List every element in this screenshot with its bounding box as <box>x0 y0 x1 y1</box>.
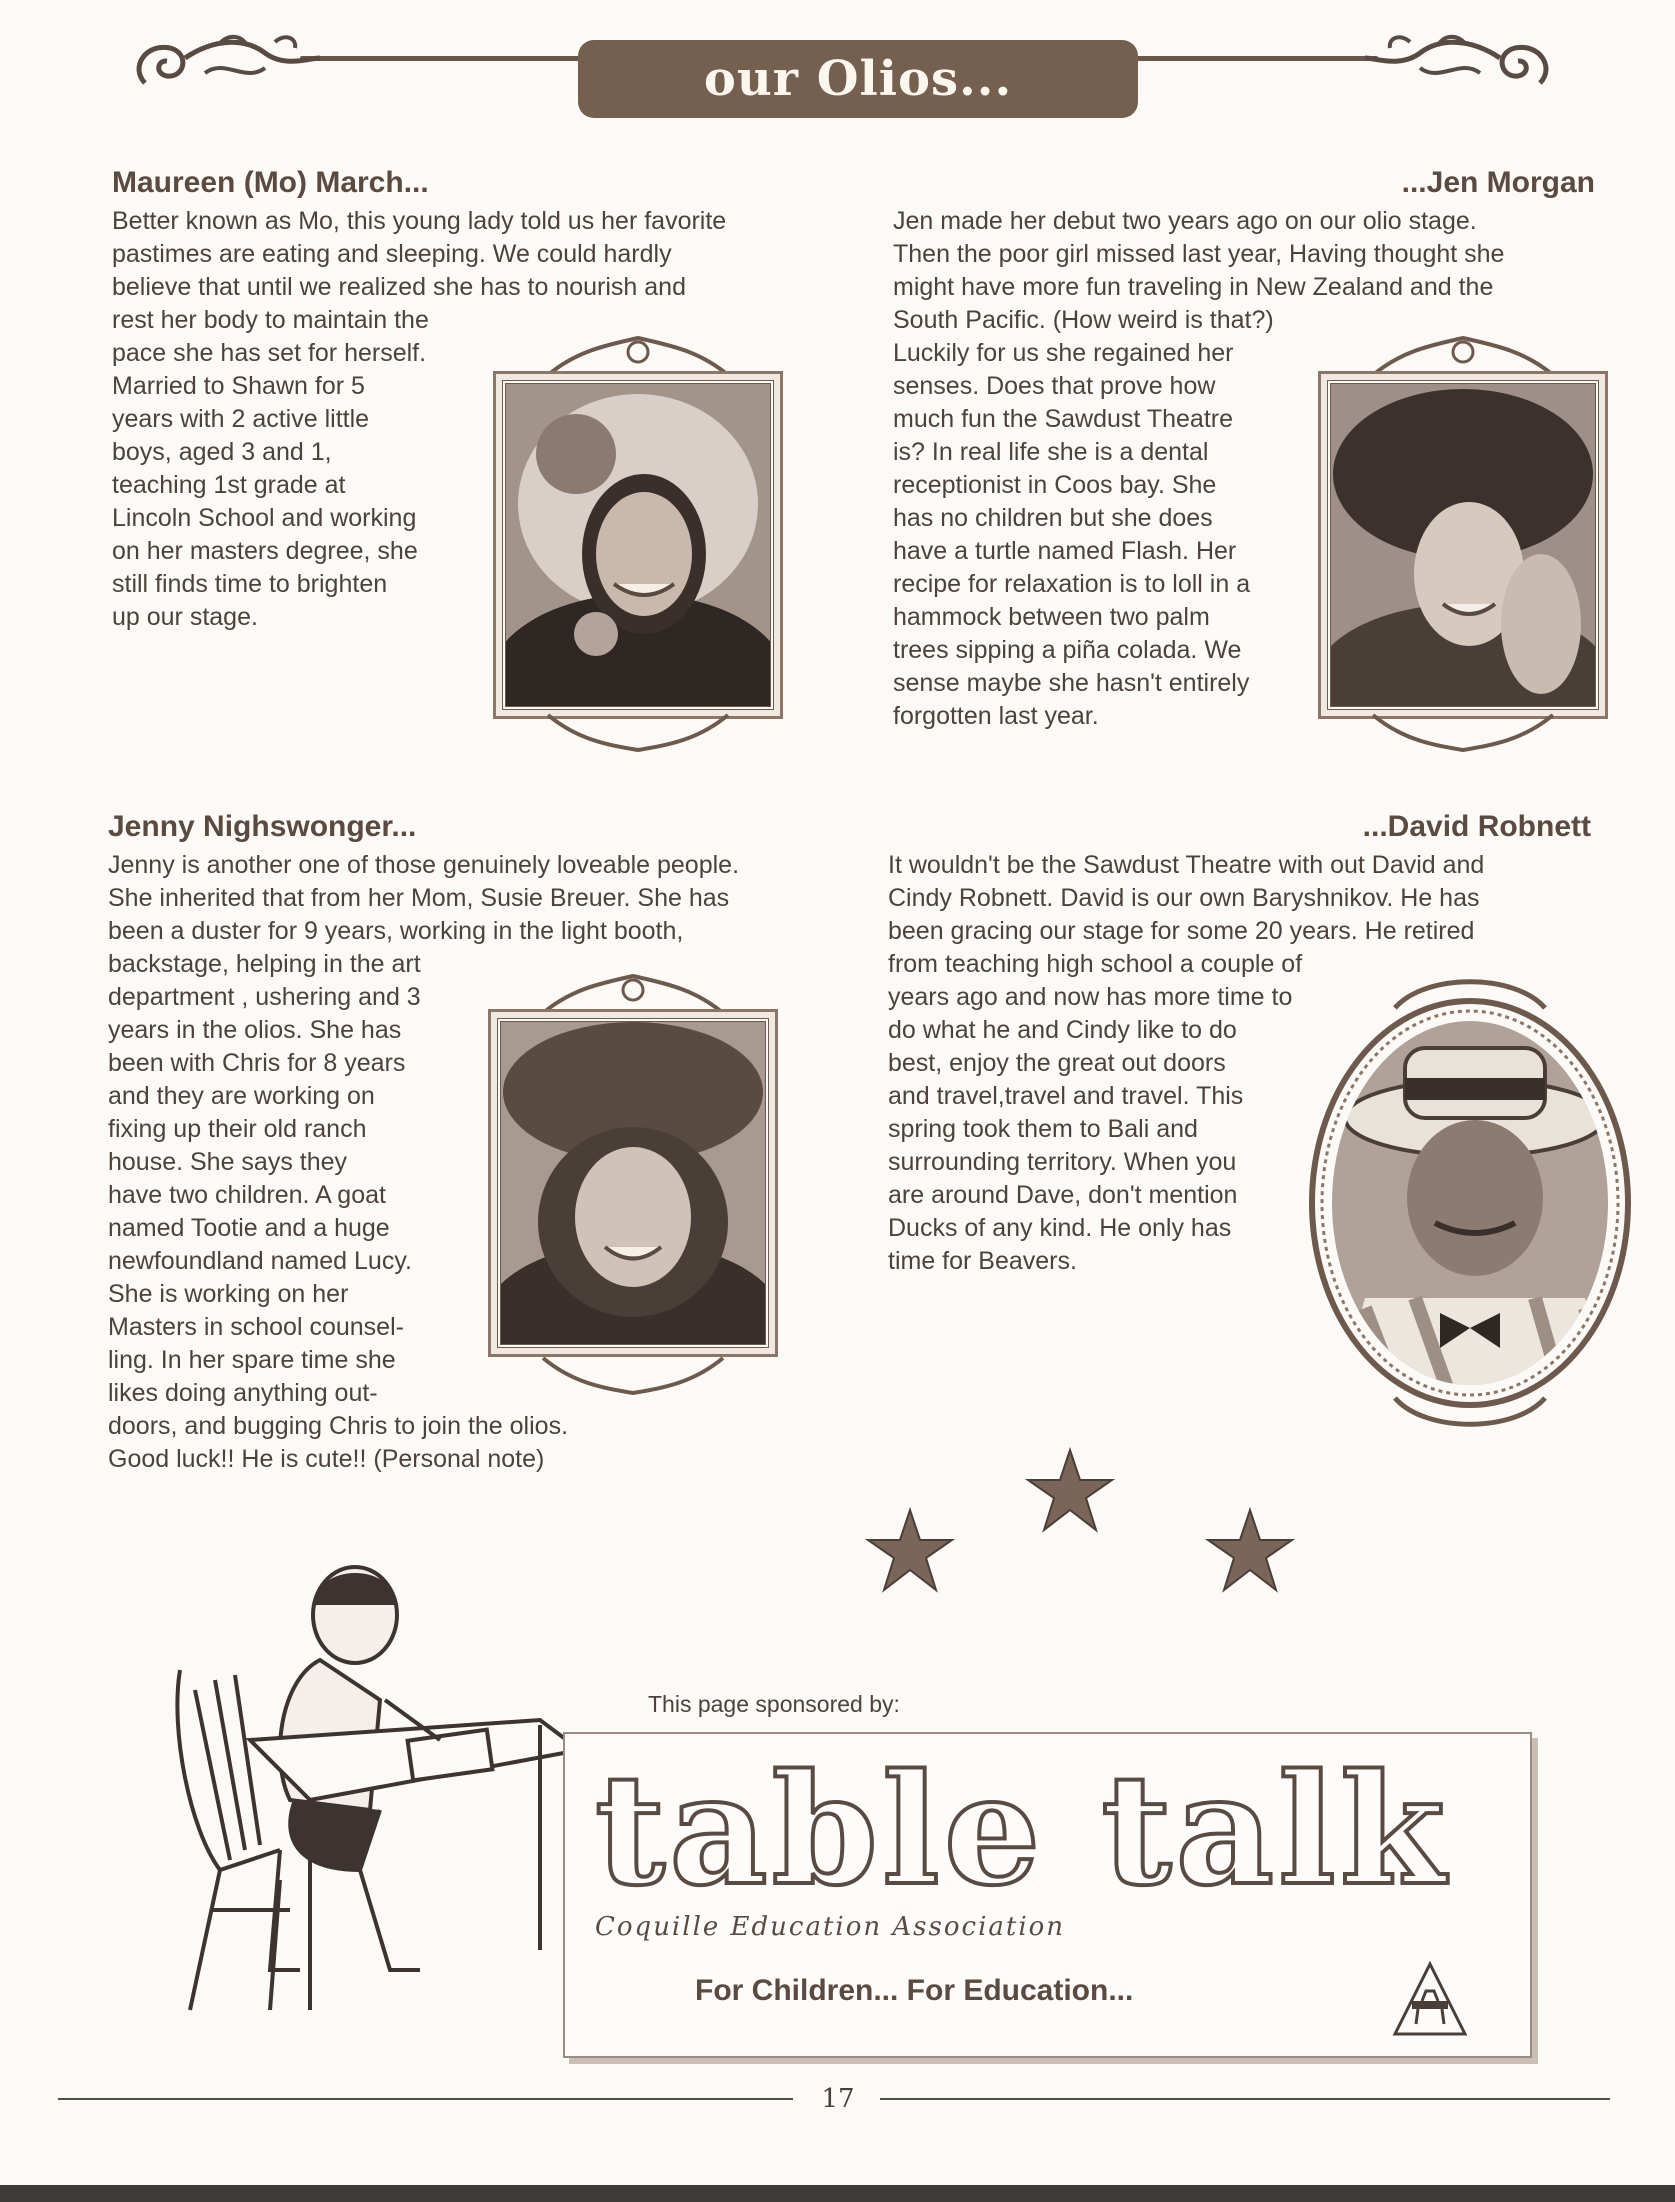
footer-rule-right <box>880 2098 1610 2100</box>
bio-line: much fun the Sawdust Theatre <box>893 405 1234 433</box>
header-rule-right <box>1128 56 1378 61</box>
portrait-david-robnett <box>1305 968 1635 1438</box>
bio-line: Married to Shawn for 5 <box>112 372 365 400</box>
sponsor-brand: table talk <box>595 1740 1450 1919</box>
bio-line: pace she has set for herself. <box>112 339 427 367</box>
bio-line: on her masters degree, she <box>112 537 418 565</box>
bio-line: been gracing our stage for some 20 years. He retired <box>888 917 1475 945</box>
bio-line: Cindy Robnett. David is our own Baryshnikov. He has <box>888 884 1480 912</box>
bio-line: forgotten last year. <box>893 702 1099 730</box>
bio-line: from teaching high school a couple of <box>888 950 1303 978</box>
bio-name-jen-morgan: ...Jen Morgan <box>1401 166 1595 199</box>
bio-line: still finds time to brighten <box>112 570 388 598</box>
frame-crest-icon <box>1363 330 1563 380</box>
bio-line: department , ushering and 3 <box>108 983 421 1011</box>
bio-line: recipe for relaxation is to loll in a <box>893 570 1251 598</box>
bio-line: have a turtle named Flash. Her <box>893 537 1237 565</box>
portrait-frame-mo-march <box>480 330 795 760</box>
bio-line: surrounding territory. When you <box>888 1148 1237 1176</box>
bio-line: believe that until we realized she has to nourish and <box>112 273 686 301</box>
bio-line: Jenny is another one of those genuinely loveable people. <box>108 851 740 879</box>
bio-line: up our stage. <box>112 603 258 631</box>
bio-line: been a duster for 9 years, working in the light booth, <box>108 917 684 945</box>
portrait-mo-march <box>502 380 774 710</box>
bio-line: sense maybe she hasn't entirely <box>893 669 1250 697</box>
bio-line: fixing up their old ranch <box>108 1115 367 1143</box>
bio-line: She is working on her <box>108 1280 349 1308</box>
bio-line: senses. Does that prove how <box>893 372 1216 400</box>
bio-line: She inherited that from her Mom, Susie Breuer. She has <box>108 884 730 912</box>
bio-line: rest her body to maintain the <box>112 306 429 334</box>
page-title: our Olios... <box>578 40 1138 118</box>
bio-name-mo-march: Maureen (Mo) March... <box>112 166 429 199</box>
scan-edge <box>0 2185 1675 2202</box>
bio-line: trees sipping a piña colada. We <box>893 636 1242 664</box>
bio-name-jenny-nighswonger: Jenny Nighswonger... <box>108 810 417 843</box>
bio-line: receptionist in Coos bay. She <box>893 471 1217 499</box>
bio-name-david-robnett: ...David Robnett <box>1362 810 1591 843</box>
bio-line: have two children. A goat <box>108 1181 386 1209</box>
bio-line: is? In real life she is a dental <box>893 438 1209 466</box>
bio-line: might have more fun traveling in New Zealand and the <box>893 273 1494 301</box>
bio-line: newfoundland named Lucy. <box>108 1247 412 1275</box>
portrait-jenny-nighswonger <box>497 1018 769 1348</box>
bio-line: and travel,travel and travel. This <box>888 1082 1244 1110</box>
bio-line: spring took them to Bali and <box>888 1115 1198 1143</box>
bio-line: pastimes are eating and sleeping. We could hardly <box>112 240 672 268</box>
bio-line: teaching 1st grade at <box>112 471 346 499</box>
frame-crest-icon <box>533 968 733 1018</box>
frame-crest-icon <box>538 330 738 380</box>
bio-line: boys, aged 3 and 1, <box>112 438 332 466</box>
bio-line: It wouldn't be the Sawdust Theatre with out David and <box>888 851 1485 879</box>
sponsor-association: Coquille Education Association <box>595 1912 1066 1942</box>
bio-line: Ducks of any kind. He only has <box>888 1214 1232 1242</box>
portrait-jen-morgan <box>1327 380 1599 710</box>
bio-line: years ago and now has more time to <box>888 983 1293 1011</box>
frame-base-icon <box>538 710 738 755</box>
bio-line: ling. In her spare time she <box>108 1346 396 1374</box>
page-number: 17 <box>821 2084 855 2114</box>
bio-line: Good luck!! He is cute!! (Personal note) <box>108 1445 545 1473</box>
bio-line: backstage, helping in the art <box>108 950 421 978</box>
portrait-frame-jen-morgan <box>1305 330 1620 760</box>
bio-line: do what he and Cindy like to do <box>888 1016 1237 1044</box>
bio-line: Masters in school counsel- <box>108 1313 404 1341</box>
bio-line: named Tootie and a huge <box>108 1214 390 1242</box>
bio-line: years in the olios. She has <box>108 1016 402 1044</box>
portrait-frame-jenny-nighswonger <box>475 968 790 1408</box>
bio-line: has no children but she does <box>893 504 1213 532</box>
association-logo-icon <box>1390 1959 1470 2039</box>
flourish-left-icon <box>125 28 325 108</box>
footer-rule-left <box>58 2098 793 2100</box>
flourish-right-icon <box>1360 28 1560 108</box>
frame-base-icon <box>533 1353 733 1398</box>
bio-line: hammock between two palm <box>893 603 1210 631</box>
bio-line: are around Dave, don't mention <box>888 1181 1238 1209</box>
boy-at-desk-illustration <box>160 1550 590 2020</box>
bio-line: been with Chris for 8 years <box>108 1049 406 1077</box>
bio-line: doors, and bugging Chris to join the olios. <box>108 1412 569 1440</box>
sponsor-tagline: For Children... For Education... <box>695 1974 1134 2007</box>
portrait-frame-david-robnett <box>1305 968 1635 1438</box>
frame-base-icon <box>1363 710 1563 755</box>
bio-line: time for Beavers. <box>888 1247 1077 1275</box>
decorative-stars-icon <box>860 1440 1310 1620</box>
sponsor-label: This page sponsored by: <box>648 1691 900 1717</box>
bio-line: Lincoln School and working <box>112 504 417 532</box>
bio-line: years with 2 active little <box>112 405 370 433</box>
bio-line: Better known as Mo, this young lady told us her favorite <box>112 207 727 235</box>
bio-line: likes doing anything out- <box>108 1379 378 1407</box>
sponsor-ad <box>563 1732 1532 2058</box>
bio-line: South Pacific. (How weird is that?) <box>893 306 1274 334</box>
bio-line: Luckily for us she regained her <box>893 339 1234 367</box>
bio-line: best, enjoy the great out doors <box>888 1049 1226 1077</box>
bio-line: and they are working on <box>108 1082 375 1110</box>
bio-line: house. She says they <box>108 1148 348 1176</box>
header-rule-left <box>300 56 590 61</box>
bio-line: Then the poor girl missed last year, Having thought she <box>893 240 1505 268</box>
bio-line: Jen made her debut two years ago on our olio stage. <box>893 207 1477 235</box>
